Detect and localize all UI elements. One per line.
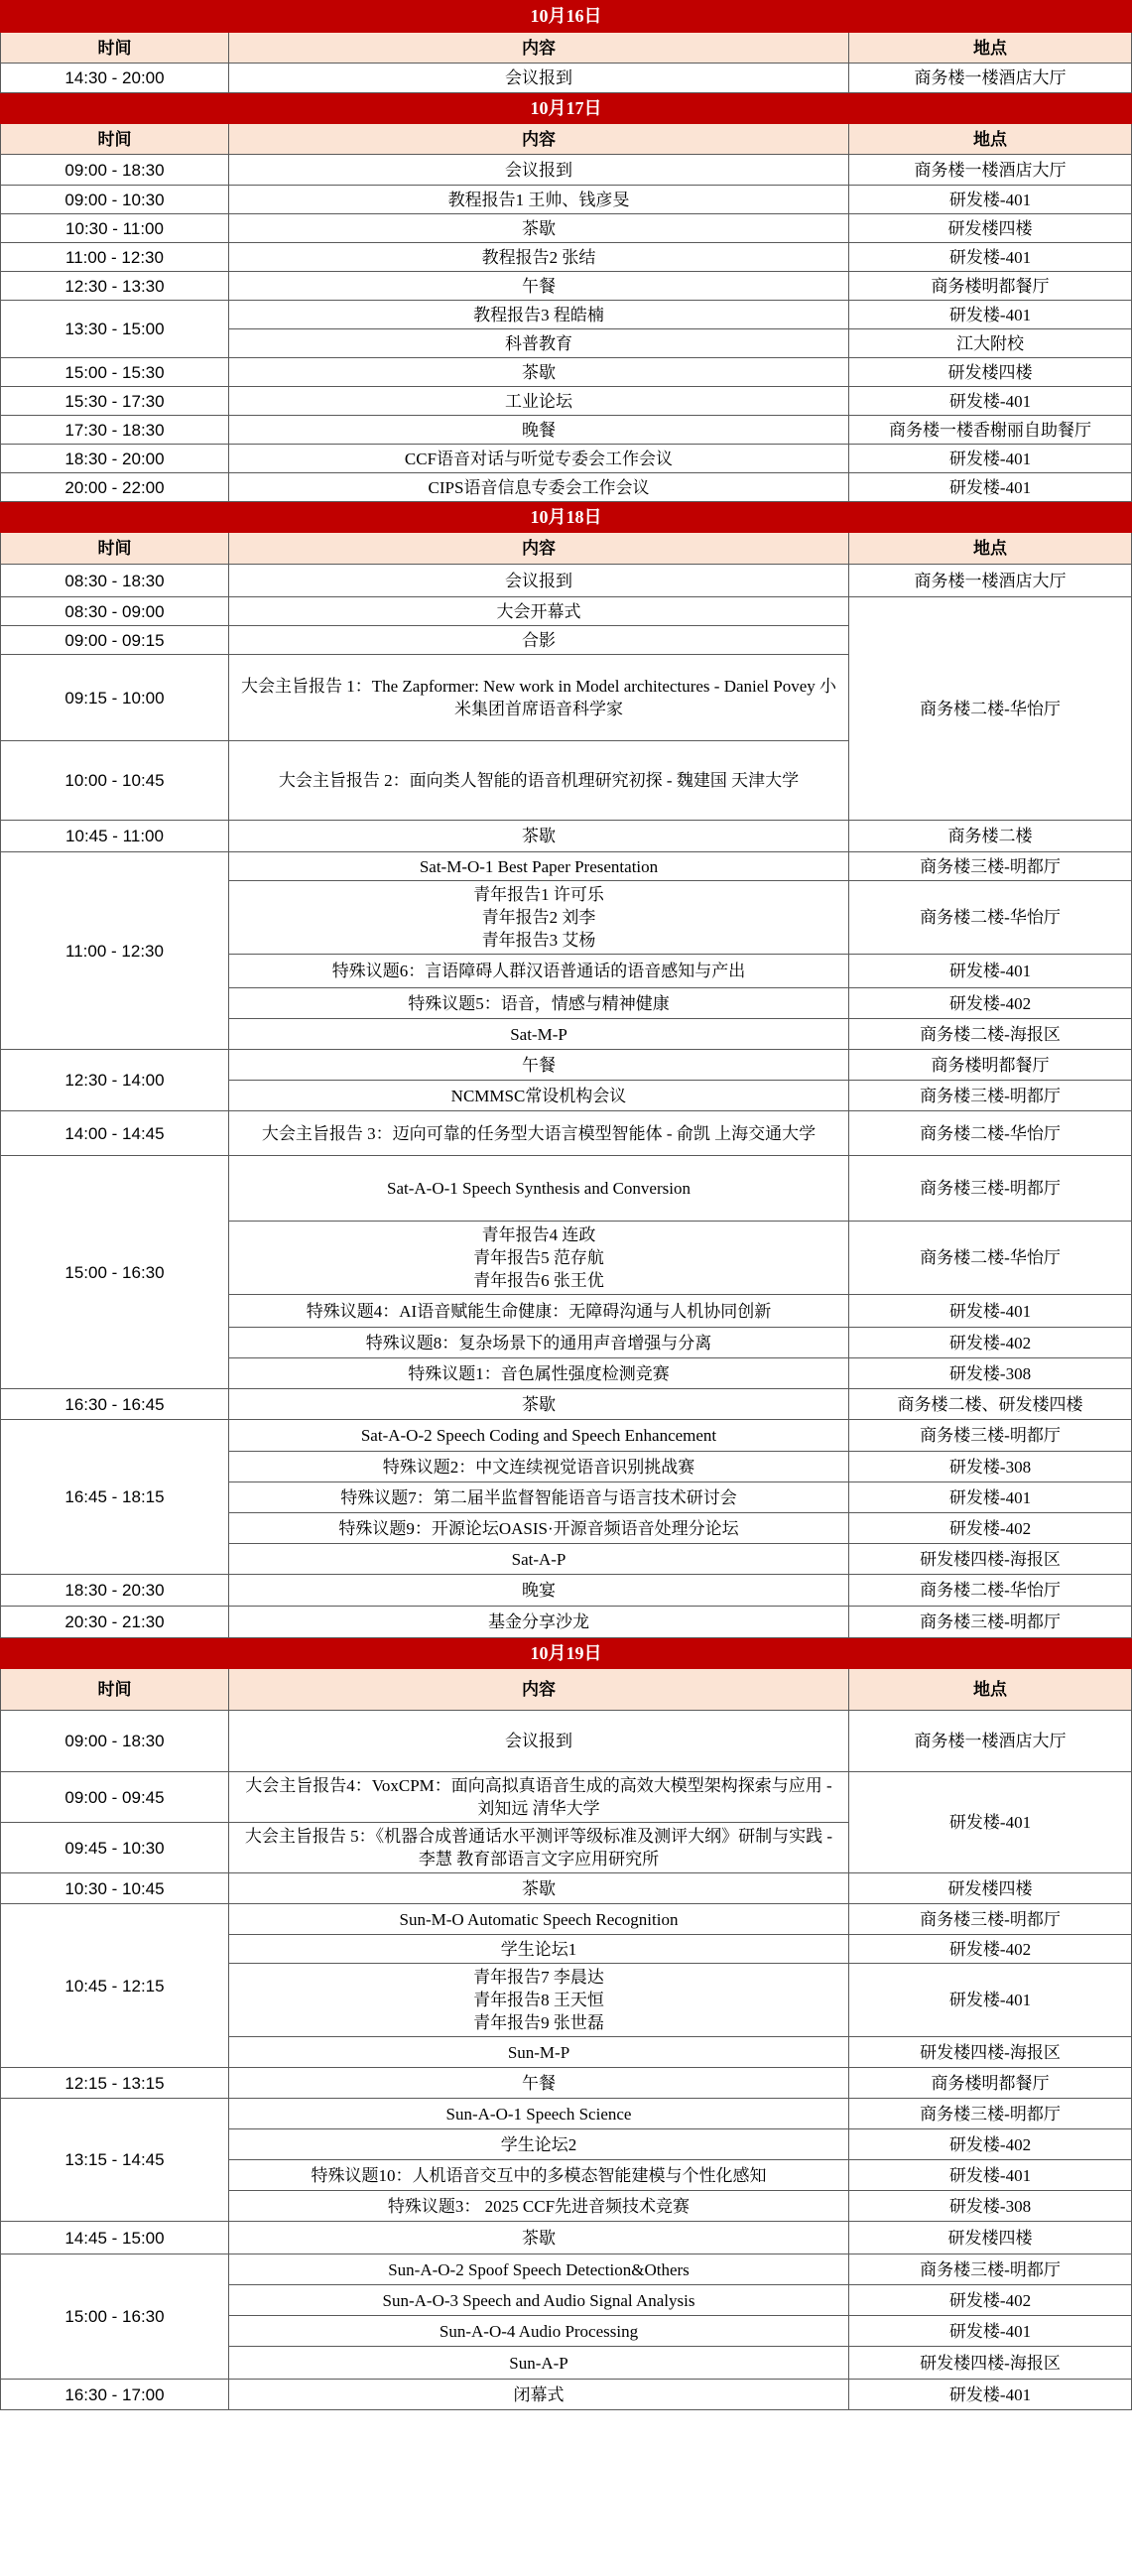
session-content: Sun-A-P <box>229 2347 849 2380</box>
session-location: 研发楼四楼 <box>849 214 1132 243</box>
schedule-row <box>1 64 1132 93</box>
schedule-row <box>1 597 1132 626</box>
session-location: 商务楼三楼-明都厅 <box>849 1420 1132 1452</box>
session-time: 12:30 - 14:00 <box>1 1050 229 1111</box>
session-location: 商务楼三楼-明都厅 <box>849 1607 1132 1638</box>
session-time: 15:00 - 16:30 <box>1 1156 229 1389</box>
session-content: 大会主旨报告 5：《机器合成普通话水平测评等级标准及测评大纲》研制与实践 - 李慧 教育部语言文字应用研究所 <box>229 1823 849 1873</box>
session-content: Sun-A-O-4 Audio Processing <box>229 2316 849 2347</box>
day-date: 10月17日 <box>1 93 1132 124</box>
day-header-row <box>1 1638 1132 1669</box>
session-location: 商务楼二楼、研发楼四楼 <box>849 1389 1132 1420</box>
session-content: 茶歇 <box>229 1873 849 1904</box>
column-header-time: 时间 <box>1 533 229 565</box>
schedule-row <box>1 1711 1132 1772</box>
day-header-row <box>1 502 1132 533</box>
session-content: 茶歇 <box>229 2222 849 2254</box>
schedule-row <box>1 1156 1132 1222</box>
session-content: 科普教育 <box>229 329 849 358</box>
session-content: 会议报到 <box>229 1711 849 1772</box>
session-time: 13:15 - 14:45 <box>1 2099 229 2222</box>
session-content: NCMMSC常设机构会议 <box>229 1081 849 1111</box>
session-time: 15:00 - 16:30 <box>1 2254 229 2380</box>
column-header-time: 时间 <box>1 1669 229 1711</box>
session-time: 09:00 - 10:30 <box>1 186 229 214</box>
day-date: 10月19日 <box>1 1638 1132 1669</box>
session-content: 午餐 <box>229 2068 849 2099</box>
session-location: 商务楼明都餐厅 <box>849 1050 1132 1081</box>
session-content-line: 青年报告6 张王优 <box>473 1271 604 1290</box>
session-location: 研发楼四楼-海报区 <box>849 2347 1132 2380</box>
session-location: 研发楼-402 <box>849 1513 1132 1544</box>
session-time: 14:30 - 20:00 <box>1 64 229 93</box>
session-time: 14:45 - 15:00 <box>1 2222 229 2254</box>
session-time: 10:45 - 11:00 <box>1 821 229 852</box>
session-content-line: 青年报告4 连政 <box>481 1225 596 1244</box>
session-content: Sun-M-O Automatic Speech Recognition <box>229 1904 849 1935</box>
column-header-content: 内容 <box>229 1669 849 1711</box>
session-content: 会议报到 <box>229 565 849 597</box>
session-time: 12:30 - 13:30 <box>1 272 229 301</box>
session-content: 闭幕式 <box>229 2380 849 2410</box>
session-location: 商务楼三楼-明都厅 <box>849 1904 1132 1935</box>
column-header-location: 地点 <box>849 33 1132 64</box>
schedule-row <box>1 1904 1132 1935</box>
session-content: 大会主旨报告 3：迈向可靠的任务型大语言模型智能体 - 俞凯 上海交通大学 <box>229 1111 849 1156</box>
session-location: 商务楼二楼-华怡厅 <box>849 1111 1132 1156</box>
schedule-row <box>1 301 1132 329</box>
session-location: 商务楼三楼-明都厅 <box>849 852 1132 881</box>
session-content: 特殊议题5：语音，情感与精神健康 <box>229 988 849 1019</box>
schedule-row <box>1 416 1132 445</box>
session-time: 12:15 - 13:15 <box>1 2068 229 2099</box>
session-time: 09:00 - 18:30 <box>1 1711 229 1772</box>
session-content: 大会主旨报告 2：面向类人智能的语音机理研究初探 - 魏建国 天津大学 <box>229 741 849 821</box>
session-location: 研发楼-308 <box>849 1358 1132 1389</box>
session-time: 09:45 - 10:30 <box>1 1823 229 1873</box>
schedule-row <box>1 821 1132 852</box>
session-location: 研发楼-401 <box>849 1772 1132 1873</box>
session-time: 08:30 - 18:30 <box>1 565 229 597</box>
column-header-content: 内容 <box>229 124 849 155</box>
schedule-row <box>1 1607 1132 1638</box>
session-time: 17:30 - 18:30 <box>1 416 229 445</box>
session-content: Sun-A-O-2 Spoof Speech Detection&Others <box>229 2254 849 2285</box>
schedule-row <box>1 2068 1132 2099</box>
column-header-row <box>1 33 1132 64</box>
session-content: 大会主旨报告 1：The Zapformer: New work in Model architectures - Daniel Povey 小米集团首席语音科学家 <box>229 655 849 741</box>
session-location: 研发楼-401 <box>849 445 1132 473</box>
schedule-row <box>1 2254 1132 2285</box>
session-location: 研发楼-401 <box>849 2316 1132 2347</box>
schedule-row <box>1 358 1132 387</box>
session-content: 会议报到 <box>229 64 849 93</box>
column-header-time: 时间 <box>1 33 229 64</box>
session-time: 15:30 - 17:30 <box>1 387 229 416</box>
session-location: 商务楼一楼酒店大厅 <box>849 155 1132 186</box>
column-header-row <box>1 1669 1132 1711</box>
session-location: 商务楼三楼-明都厅 <box>849 2254 1132 2285</box>
session-content: 特殊议题9：开源论坛OASIS·开源音频语音处理分论坛 <box>229 1513 849 1544</box>
session-location: 研发楼-402 <box>849 2285 1132 2316</box>
session-time: 18:30 - 20:30 <box>1 1575 229 1607</box>
session-content: CIPS语音信息专委会工作会议 <box>229 473 849 502</box>
column-header-location: 地点 <box>849 1669 1132 1711</box>
session-time: 20:00 - 22:00 <box>1 473 229 502</box>
schedule-row <box>1 1111 1132 1156</box>
session-location: 商务楼明都餐厅 <box>849 2068 1132 2099</box>
schedule-row <box>1 445 1132 473</box>
session-content: Sun-M-P <box>229 2037 849 2068</box>
session-content: 教程报告2 张结 <box>229 243 849 272</box>
session-content: 特殊议题2：中文连续视觉语音识别挑战赛 <box>229 1452 849 1482</box>
schedule-row <box>1 2099 1132 2129</box>
session-content: 特殊议题8：复杂场景下的通用声音增强与分离 <box>229 1328 849 1358</box>
session-content-line: 青年报告3 艾杨 <box>481 931 596 950</box>
column-header-content: 内容 <box>229 533 849 565</box>
session-content: 学生论坛2 <box>229 2129 849 2160</box>
session-content: Sat-A-O-1 Speech Synthesis and Conversion <box>229 1156 849 1222</box>
schedule-row <box>1 473 1132 502</box>
session-time: 10:00 - 10:45 <box>1 741 229 821</box>
session-time: 09:00 - 09:15 <box>1 626 229 655</box>
session-location: 商务楼三楼-明都厅 <box>849 1156 1132 1222</box>
schedule-row <box>1 2380 1132 2410</box>
schedule-row <box>1 852 1132 881</box>
session-time: 14:00 - 14:45 <box>1 1111 229 1156</box>
session-content-line: 青年报告2 刘李 <box>481 908 596 927</box>
schedule-row <box>1 1050 1132 1081</box>
schedule-row <box>1 272 1132 301</box>
day-header-row <box>1 93 1132 124</box>
session-time: 11:00 - 12:30 <box>1 243 229 272</box>
session-location: 研发楼-402 <box>849 988 1132 1019</box>
session-content: Sat-A-P <box>229 1544 849 1575</box>
session-location: 研发楼-401 <box>849 243 1132 272</box>
session-content: 特殊议题1：音色属性强度检测竞赛 <box>229 1358 849 1389</box>
session-content-line: 青年报告5 范存航 <box>473 1248 604 1267</box>
session-location: 研发楼-401 <box>849 1964 1132 2037</box>
session-content: 学生论坛1 <box>229 1935 849 1964</box>
session-content: 会议报到 <box>229 155 849 186</box>
session-location: 商务楼二楼-华怡厅 <box>849 1575 1132 1607</box>
session-location: 研发楼-401 <box>849 2380 1132 2410</box>
session-location: 研发楼-401 <box>849 1482 1132 1513</box>
session-content: 特殊议题7：第二届半监督智能语音与语言技术研讨会 <box>229 1482 849 1513</box>
schedule-row <box>1 2222 1132 2254</box>
session-content: 基金分享沙龙 <box>229 1607 849 1638</box>
session-content-line: 青年报告1 许可乐 <box>473 885 604 904</box>
schedule-row <box>1 1389 1132 1420</box>
session-content <box>229 881 849 955</box>
session-location: 研发楼-402 <box>849 1328 1132 1358</box>
column-header-location: 地点 <box>849 533 1132 565</box>
column-header-content: 内容 <box>229 33 849 64</box>
session-content: 午餐 <box>229 272 849 301</box>
session-time: 16:45 - 18:15 <box>1 1420 229 1575</box>
session-content <box>229 1964 849 2037</box>
schedule-row <box>1 186 1132 214</box>
session-location: 研发楼四楼 <box>849 358 1132 387</box>
session-content: Sun-A-O-3 Speech and Audio Signal Analysis <box>229 2285 849 2316</box>
session-location: 研发楼四楼-海报区 <box>849 2037 1132 2068</box>
session-location: 研发楼四楼 <box>849 2222 1132 2254</box>
session-time: 16:30 - 17:00 <box>1 2380 229 2410</box>
session-time: 18:30 - 20:00 <box>1 445 229 473</box>
session-content: 特殊议题6：言语障碍人群汉语普通话的语音感知与产出 <box>229 955 849 988</box>
schedule-row <box>1 565 1132 597</box>
session-time: 15:00 - 15:30 <box>1 358 229 387</box>
session-location: 商务楼一楼酒店大厅 <box>849 1711 1132 1772</box>
session-time: 10:45 - 12:15 <box>1 1904 229 2068</box>
session-location: 研发楼-308 <box>849 2191 1132 2222</box>
session-time: 09:00 - 18:30 <box>1 155 229 186</box>
session-location: 研发楼-401 <box>849 1295 1132 1328</box>
session-content: 茶歇 <box>229 1389 849 1420</box>
session-location: 研发楼四楼 <box>849 1873 1132 1904</box>
day-header-row <box>1 1 1132 33</box>
session-content: 大会开幕式 <box>229 597 849 626</box>
session-location: 商务楼一楼酒店大厅 <box>849 64 1132 93</box>
session-content: 特殊议题10：人机语音交互中的多模态智能建模与个性化感知 <box>229 2160 849 2191</box>
session-location: 研发楼-308 <box>849 1452 1132 1482</box>
schedule-row <box>1 243 1132 272</box>
schedule-row <box>1 1873 1132 1904</box>
session-location: 研发楼-401 <box>849 186 1132 214</box>
session-content: 工业论坛 <box>229 387 849 416</box>
session-content: 特殊议题3： 2025 CCF先进音频技术竞赛 <box>229 2191 849 2222</box>
session-time: 08:30 - 09:00 <box>1 597 229 626</box>
session-location: 商务楼三楼-明都厅 <box>849 1081 1132 1111</box>
session-location: 商务楼二楼-华怡厅 <box>849 1222 1132 1295</box>
session-time: 09:00 - 09:45 <box>1 1772 229 1823</box>
session-content: 教程报告1 王帅、钱彦旻 <box>229 186 849 214</box>
session-location: 研发楼-401 <box>849 2160 1132 2191</box>
session-time: 11:00 - 12:30 <box>1 852 229 1050</box>
session-content: 合影 <box>229 626 849 655</box>
session-location: 商务楼二楼-华怡厅 <box>849 597 1132 821</box>
session-location: 研发楼-402 <box>849 2129 1132 2160</box>
column-header-row <box>1 533 1132 565</box>
day-date: 10月16日 <box>1 1 1132 33</box>
session-location: 商务楼三楼-明都厅 <box>849 2099 1132 2129</box>
session-location: 研发楼四楼-海报区 <box>849 1544 1132 1575</box>
session-content: CCF语音对话与听觉专委会工作会议 <box>229 445 849 473</box>
session-time: 13:30 - 15:00 <box>1 301 229 358</box>
schedule-row <box>1 387 1132 416</box>
session-location: 研发楼-402 <box>849 1935 1132 1964</box>
session-content-line: 青年报告8 王天恒 <box>473 1991 604 2009</box>
session-location: 研发楼-401 <box>849 387 1132 416</box>
session-content: 特殊议题4：AI语音赋能生命健康：无障碍沟通与人机协同创新 <box>229 1295 849 1328</box>
session-location: 商务楼一楼酒店大厅 <box>849 565 1132 597</box>
schedule-row <box>1 1772 1132 1823</box>
session-content: 茶歇 <box>229 821 849 852</box>
session-location: 商务楼明都餐厅 <box>849 272 1132 301</box>
schedule-row <box>1 1420 1132 1452</box>
session-content: 茶歇 <box>229 358 849 387</box>
schedule-row <box>1 214 1132 243</box>
session-content: Sun-A-O-1 Speech Science <box>229 2099 849 2129</box>
session-content: 晚餐 <box>229 416 849 445</box>
session-location: 研发楼-401 <box>849 301 1132 329</box>
session-content <box>229 1222 849 1295</box>
session-content: Sat-A-O-2 Speech Coding and Speech Enhancement <box>229 1420 849 1452</box>
day-date: 10月18日 <box>1 502 1132 533</box>
session-time: 09:15 - 10:00 <box>1 655 229 741</box>
column-header-row <box>1 124 1132 155</box>
session-content: 教程报告3 程皓楠 <box>229 301 849 329</box>
session-content: 茶歇 <box>229 214 849 243</box>
schedule-row <box>1 1575 1132 1607</box>
session-content: 晚宴 <box>229 1575 849 1607</box>
session-content: Sat-M-O-1 Best Paper Presentation <box>229 852 849 881</box>
session-content: 大会主旨报告4：VoxCPM：面向高拟真语音生成的高效大模型架构探索与应用 - 刘知远 清华大学 <box>229 1772 849 1823</box>
session-location: 商务楼二楼-华怡厅 <box>849 881 1132 955</box>
session-content-line: 青年报告7 李晨达 <box>473 1968 604 1987</box>
session-location: 研发楼-401 <box>849 473 1132 502</box>
schedule-row <box>1 155 1132 186</box>
session-location: 商务楼一楼香榭丽自助餐厅 <box>849 416 1132 445</box>
session-time: 10:30 - 10:45 <box>1 1873 229 1904</box>
column-header-location: 地点 <box>849 124 1132 155</box>
session-location: 江大附校 <box>849 329 1132 358</box>
column-header-time: 时间 <box>1 124 229 155</box>
session-location: 研发楼-401 <box>849 955 1132 988</box>
session-location: 商务楼二楼 <box>849 821 1132 852</box>
session-content-line: 青年报告9 张世磊 <box>473 2013 604 2032</box>
session-content: Sat-M-P <box>229 1019 849 1050</box>
session-time: 16:30 - 16:45 <box>1 1389 229 1420</box>
session-time: 10:30 - 11:00 <box>1 214 229 243</box>
session-location: 商务楼二楼-海报区 <box>849 1019 1132 1050</box>
session-time: 20:30 - 21:30 <box>1 1607 229 1638</box>
session-content: 午餐 <box>229 1050 849 1081</box>
